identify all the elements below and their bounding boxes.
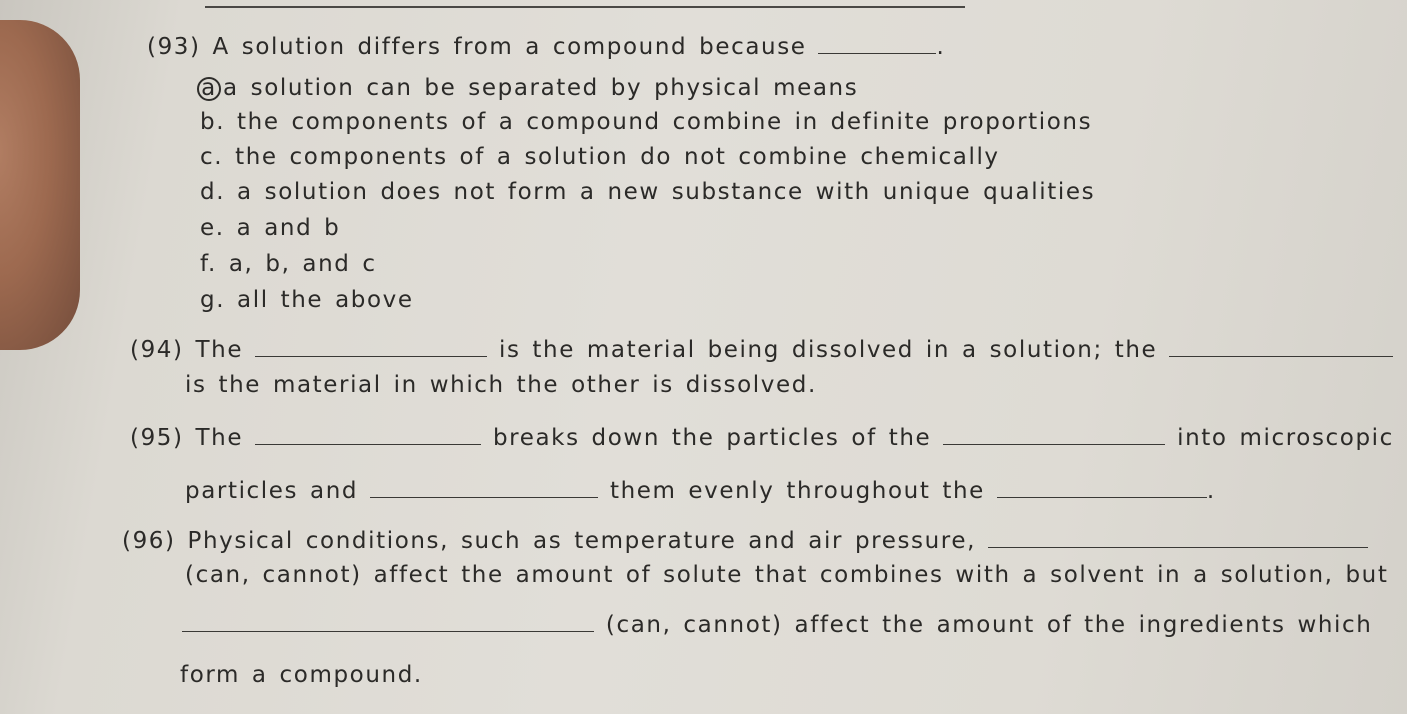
q96-line-1: (96) Physical conditions, such as temperature and air pressure, [122, 528, 1368, 554]
q96-line-4: form a compound. [180, 662, 423, 688]
q96-line-3: (can, cannot) affect the amount of the ingredients which [182, 612, 1372, 638]
q94-blank-2[interactable] [1169, 338, 1393, 357]
q93-option-e[interactable]: e. a and b [200, 215, 341, 241]
q95-line-1: (95) The breaks down the particles of the into microscopic [130, 425, 1394, 451]
q94-blank-1[interactable] [255, 338, 487, 357]
q95-blank-1[interactable] [255, 426, 481, 445]
q95-line-2: particles and them evenly throughout the . [185, 478, 1216, 504]
q93-option-a[interactable]: a a solution can be separated by physical means [203, 75, 858, 101]
q95-blank-4[interactable] [997, 479, 1207, 498]
top-rule [205, 6, 965, 8]
q95-blank-2[interactable] [943, 426, 1165, 445]
q94-line-1: (94) The is the material being dissolved in a solution; the [130, 337, 1393, 363]
q96-line-2: (can, cannot) affect the amount of solute that combines with a solvent in a solution, but [185, 562, 1389, 588]
q93-option-g[interactable]: g. all the above [200, 287, 414, 313]
q93-stem: (93) A solution differs from a compound because . [147, 34, 946, 60]
q93-option-d[interactable]: d. a solution does not form a new substance with unique qualities [200, 179, 1096, 205]
q94-line-2: is the material in which the other is dissolved. [185, 372, 817, 398]
q96-blank-2[interactable] [182, 613, 594, 632]
q93-blank[interactable] [818, 35, 936, 54]
q93-option-c[interactable]: c. the components of a solution do not combine chemically [200, 144, 1000, 170]
circled-answer-mark: a [197, 77, 221, 101]
thumb-shadow [0, 20, 80, 350]
q93-option-b[interactable]: b. the components of a compound combine in definite proportions [200, 109, 1093, 135]
q96-blank-1[interactable] [988, 529, 1368, 548]
q93-option-f[interactable]: f. a, b, and c [200, 251, 377, 277]
q95-blank-3[interactable] [370, 479, 598, 498]
